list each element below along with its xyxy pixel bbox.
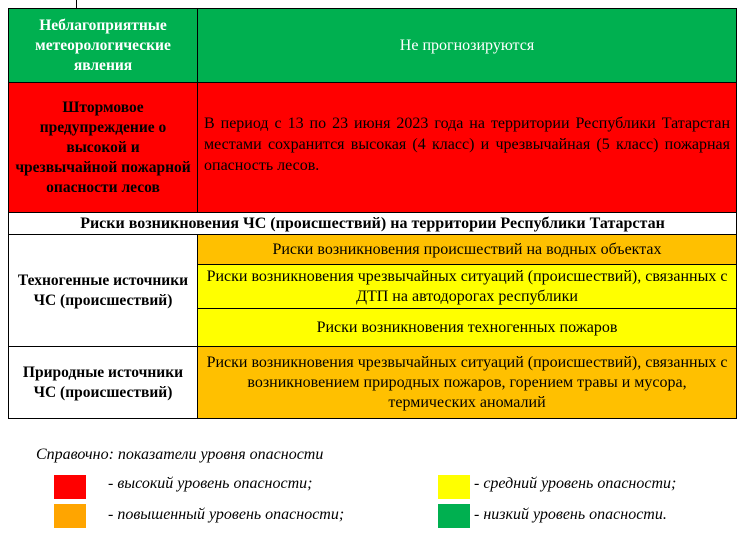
margin-tick-mark xyxy=(76,0,77,8)
risk-water-objects: Риски возникновения происшествий на водных объектах xyxy=(198,235,737,265)
legend-swatch-elevated xyxy=(54,504,86,528)
table-row-storm-warning xyxy=(9,83,737,213)
risk-natural-fires: Риски возникновения чрезвычайных ситуаций (происшествий), связанных с возникновением природных пожаров, горением травы и мусора, термических аномалий xyxy=(198,347,737,419)
storm-warning-text: В период с 13 по 23 июня 2023 года на территории Республики Татарстан местами сохранится высокая (4 класс) и чрезвычайная (5 класс) пожарная опасность лесов. xyxy=(198,83,737,213)
table-row-natural xyxy=(9,347,737,419)
legend-title: Справочно: показатели уровня опасности xyxy=(36,446,324,463)
technogenic-sources-label: Техногенные источники ЧС (происшествий) xyxy=(9,235,198,347)
forecast-table xyxy=(8,8,737,419)
weather-label: Неблагоприятные метеорологические явления xyxy=(9,9,198,83)
legend-text-high: - высокий уровень опасности; xyxy=(108,475,313,492)
storm-warning-label: Штормовое предупреждение о высокой и чрезвычайной пожарной опасности лесов xyxy=(9,83,198,213)
table-row-section-heading xyxy=(9,213,737,235)
legend-text-low: - низкий уровень опасности. xyxy=(474,506,667,523)
natural-sources-label: Природные источники ЧС (происшествий) xyxy=(9,347,198,419)
weather-value: Не прогнозируются xyxy=(198,9,737,83)
legend-swatch-medium xyxy=(438,475,470,499)
table-row-risk-water xyxy=(9,235,737,265)
risk-technogenic-fires: Риски возникновения техногенных пожаров xyxy=(198,309,737,347)
legend-swatch-high xyxy=(54,475,86,499)
risk-traffic-accidents: Риски возникновения чрезвычайных ситуаций (происшествий), связанных с ДТП на автодорогах республики xyxy=(198,265,737,309)
legend-swatch-low xyxy=(438,504,470,528)
legend-text-medium: - средний уровень опасности; xyxy=(474,475,677,492)
legend-text-elevated: - повышенный уровень опасности; xyxy=(108,506,345,523)
table-row-weather xyxy=(9,9,737,83)
risks-section-heading: Риски возникновения ЧС (происшествий) на территории Республики Татарстан xyxy=(9,213,737,235)
